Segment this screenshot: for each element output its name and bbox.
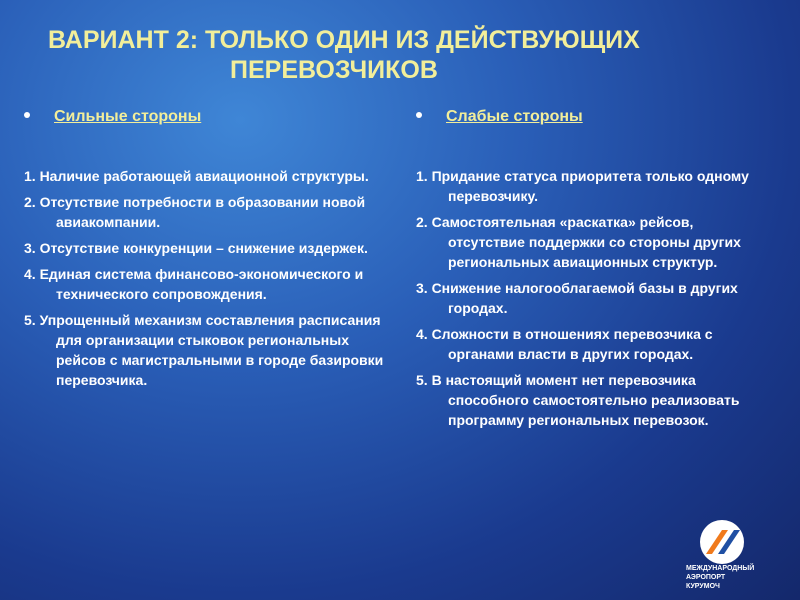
logo-line-3: КУРУМОЧ — [686, 583, 720, 590]
bullet-icon — [416, 112, 422, 118]
list-item: 3. Снижение налогооблагаемой базы в других городах. — [416, 280, 738, 316]
title-line-2: ПЕРЕВОЗЧИКОВ — [230, 56, 438, 84]
airport-logo-icon — [700, 520, 744, 564]
strengths-header — [24, 108, 394, 136]
list-item: 2. Самостоятельная «раскатка» рейсов, отсутствие поддержки со стороны других региональных авиационных структур. — [416, 214, 741, 270]
logo-line-1: МЕЖДУНАРОДНЫЙ — [686, 565, 755, 572]
list-item: 4. Единая система финансово-экономического и технического сопровождения. — [24, 266, 364, 302]
list-item: 5. Упрощенный механизм составления расписания для организации стыковок региональных рейсов с магистральными в городе базировки перевозчика. — [24, 312, 384, 388]
airport-logo-text — [686, 564, 776, 591]
airport-logo — [686, 520, 776, 590]
weaknesses-list — [416, 166, 756, 430]
weaknesses-header — [416, 108, 756, 136]
bullet-icon — [24, 112, 30, 118]
strengths-column — [24, 108, 394, 406]
strengths-title: Сильные стороны — [54, 108, 202, 125]
list-item: 5. В настоящий момент нет перевозчика способного самостоятельно реализовать программу региональных перевозок. — [416, 372, 740, 428]
weaknesses-title: Слабые стороны — [446, 108, 583, 125]
list-item: 3. Отсутствие конкуренции – снижение издержек. — [24, 240, 368, 256]
list-item: 1. Придание статуса приоритета только одному перевозчику. — [416, 168, 749, 204]
list-item: 2. Отсутствие потребности в образовании новой авиакомпании. — [24, 194, 366, 230]
title-line-1: ВАРИАНТ 2: ТОЛЬКО ОДИН ИЗ ДЕЙСТВУЮЩИХ — [48, 26, 640, 54]
list-item: 1. Наличие работающей авиационной структуры. — [24, 168, 369, 184]
list-item: 4. Сложности в отношениях перевозчика с органами власти в других городах. — [416, 326, 713, 362]
strengths-list — [24, 166, 394, 390]
logo-line-2: АЭРОПОРТ — [686, 574, 726, 581]
weaknesses-column — [416, 108, 756, 446]
